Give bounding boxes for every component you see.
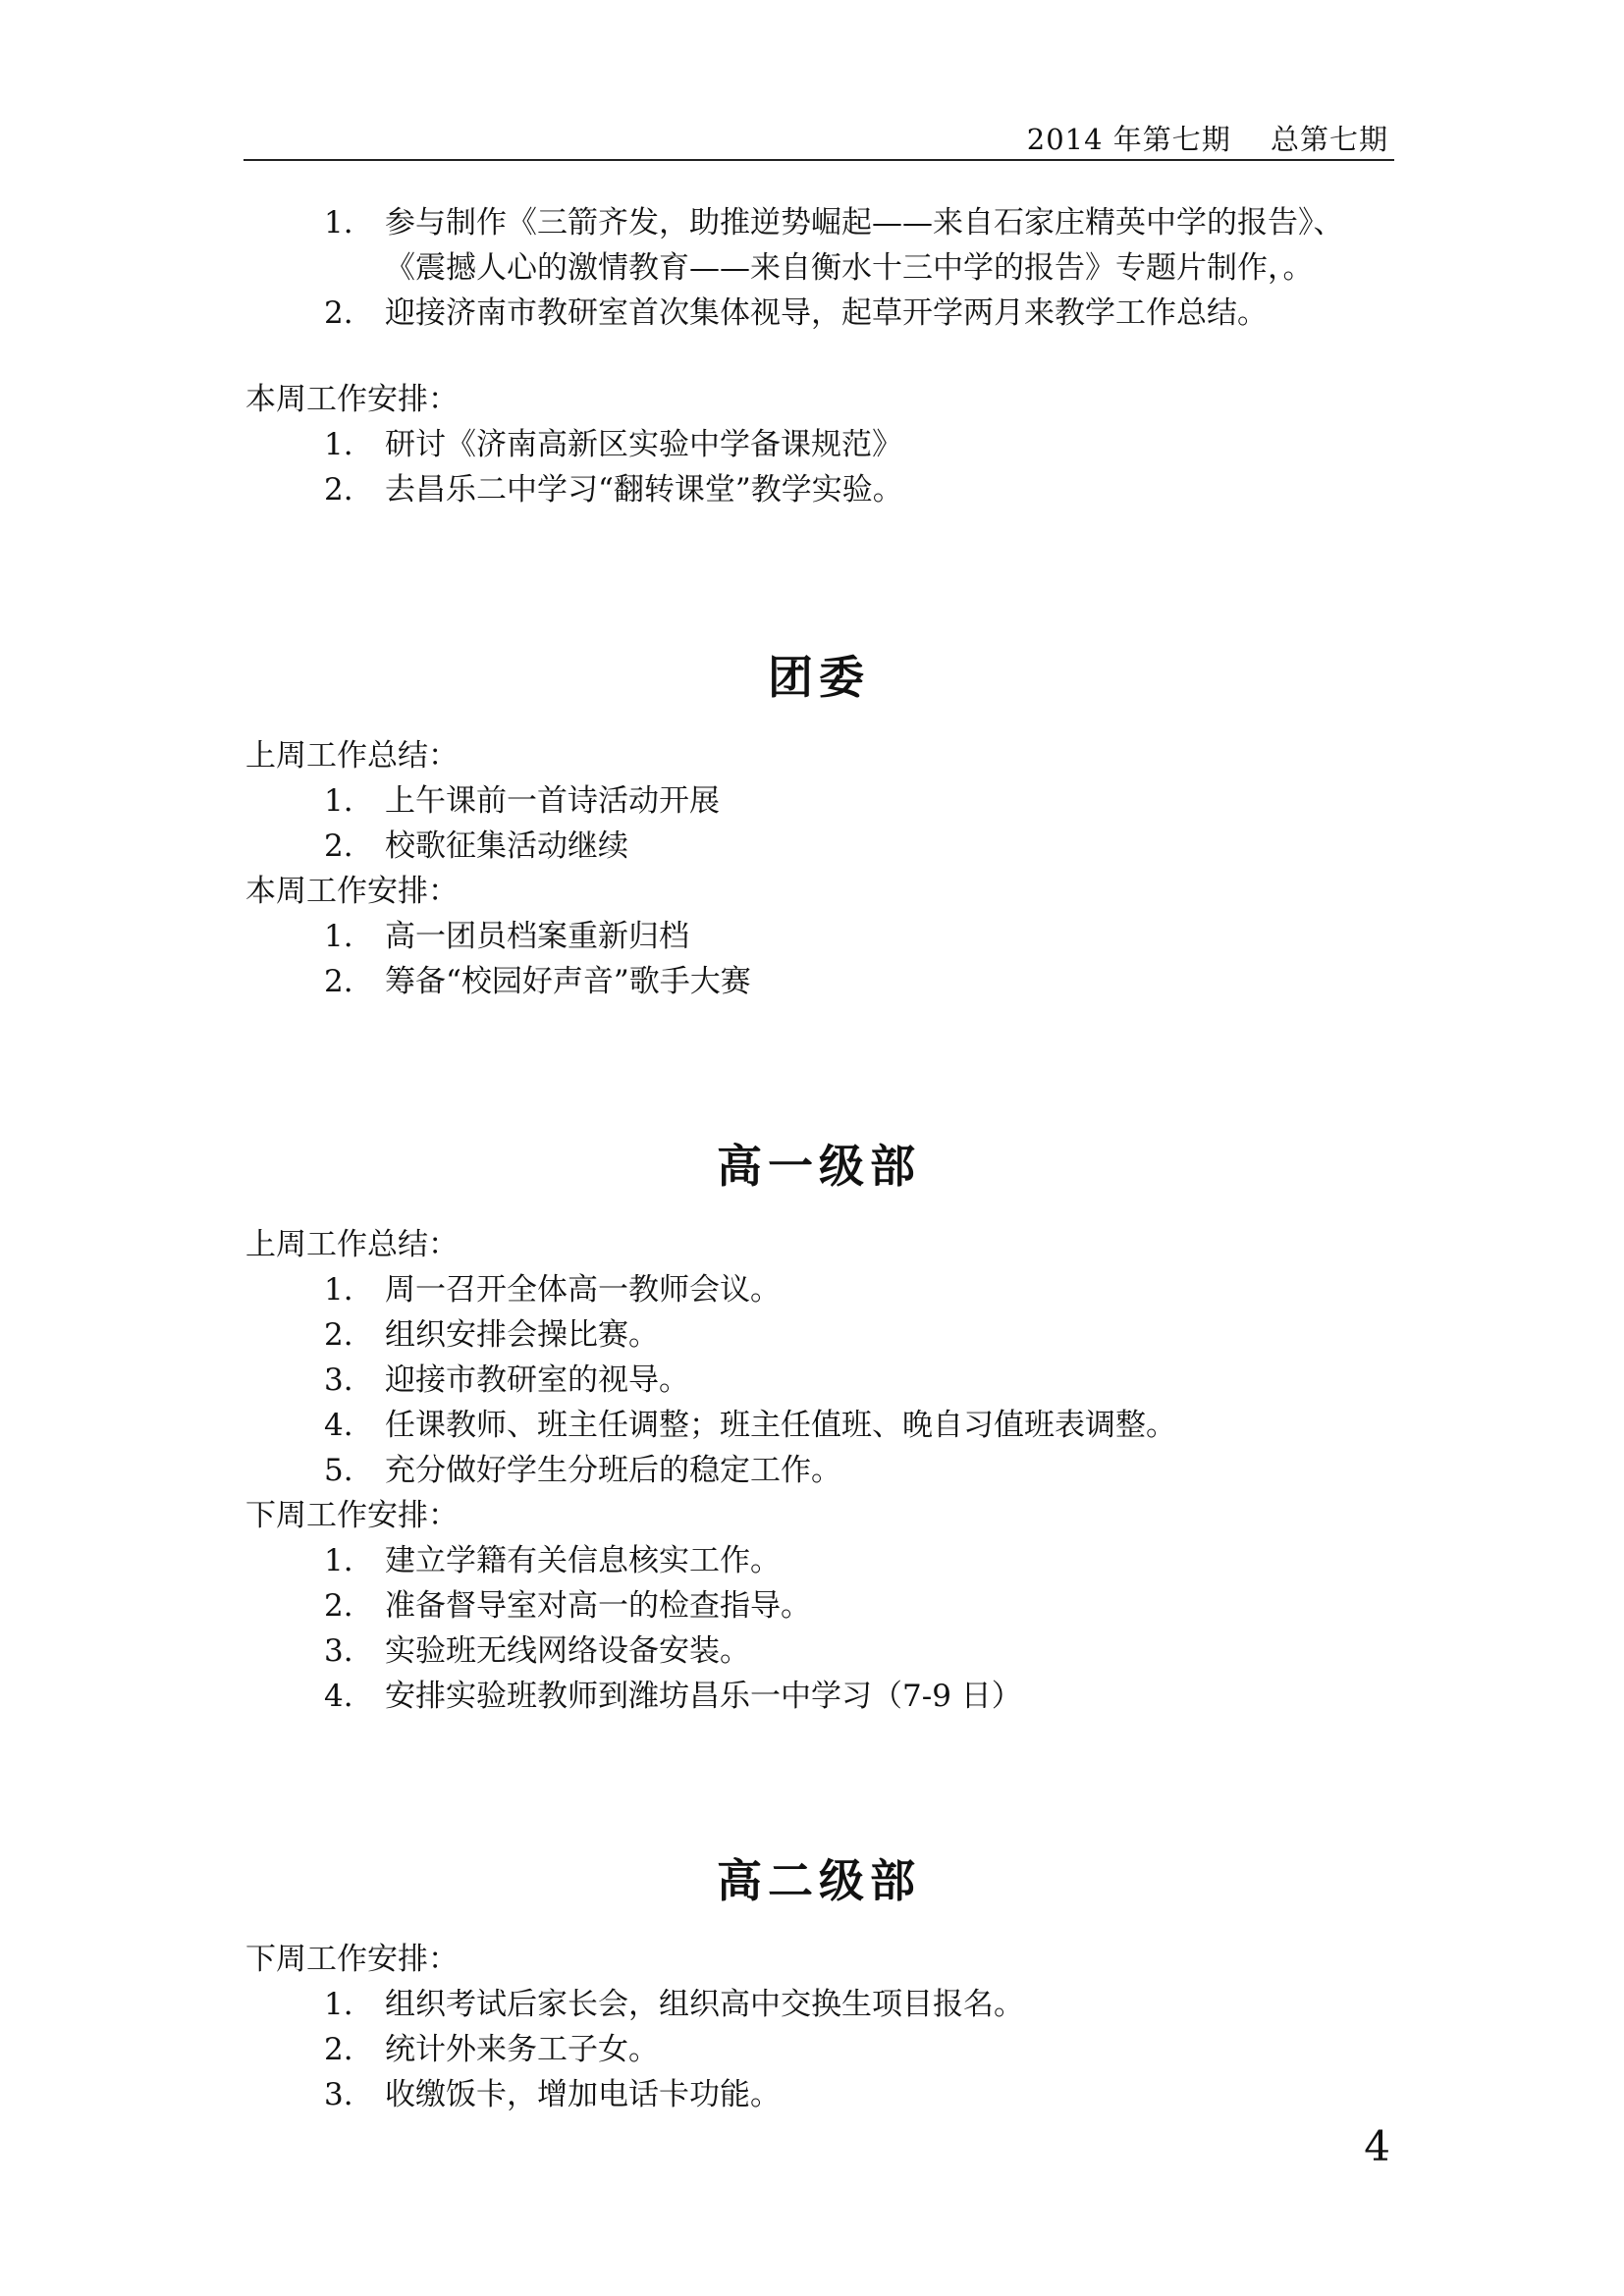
top-item-1-line2: 《震撼人心的激情教育——来自衡水十三中学的报告》专题片制作，。 <box>385 250 1314 286</box>
this-week-item-1-number: 1. <box>324 427 353 462</box>
gaoyi-next-item-2-number: 2. <box>324 1588 353 1624</box>
gaoer-next-item-3-text: 收缴饭卡，增加电话卡功能。 <box>385 2077 781 2112</box>
gaoyi-next-item-2-text: 准备督导室对高一的检查指导。 <box>385 1588 811 1624</box>
gaoyi-next-item-1-number: 1. <box>324 1543 353 1578</box>
gaoer-heading: 高二级部 <box>717 1854 921 1907</box>
gaoer-next-item-1-text: 组织考试后家长会，组织高中交换生项目报名。 <box>385 1987 1024 2022</box>
tuanwei-this-item-2-number: 2. <box>324 964 353 999</box>
gaoyi-last-item-2-number: 2. <box>324 1317 353 1353</box>
this-week-item-2-number: 2. <box>324 472 353 507</box>
tuanwei-this-item-2-text: 筹备“校园好声音”歌手大赛 <box>385 964 751 999</box>
gaoer-next-item-2-text: 统计外来务工子女。 <box>385 2032 659 2067</box>
gaoyi-last-item-2-text: 组织安排会操比赛。 <box>385 1317 659 1353</box>
top-item-2-text: 迎接济南市教研室首次集体视导，起草开学两月来教学工作总结。 <box>385 295 1268 331</box>
page-header <box>244 116 1394 161</box>
top-item-1-line1: 参与制作《三箭齐发，助推逆势崛起——来自石家庄精英中学的报告》、 <box>385 205 1344 240</box>
issue-label: 2014 年第七期 总第七期 <box>1026 123 1388 156</box>
gaoer-next-item-3-number: 3. <box>324 2077 353 2112</box>
gaoyi-last-item-1-text: 周一召开全体高一教师会议。 <box>385 1272 781 1308</box>
top-item-1-number: 1. <box>324 205 353 240</box>
gaoyi-heading: 高一级部 <box>717 1140 921 1193</box>
tuanwei-last-item-1-number: 1. <box>324 783 353 819</box>
this-week-label: 本周工作安排： <box>245 382 459 417</box>
gaoyi-last-item-3-text: 迎接市教研室的视导。 <box>385 1362 689 1398</box>
gaoyi-last-week-label: 上周工作总结： <box>245 1227 459 1262</box>
gaoer-next-item-1-number: 1. <box>324 1987 353 2022</box>
gaoyi-next-item-3-text: 实验班无线网络设备安装。 <box>385 1633 750 1669</box>
this-week-item-2-text: 去昌乐二中学习“翻转课堂”教学实验。 <box>385 472 903 507</box>
gaoer-next-item-2-number: 2. <box>324 2032 353 2067</box>
gaoyi-last-item-4-text: 任课教师、班主任调整；班主任值班、晚自习值班表调整。 <box>385 1408 1176 1443</box>
gaoyi-last-item-3-number: 3. <box>324 1362 353 1398</box>
tuanwei-last-item-2-number: 2. <box>324 828 353 864</box>
gaoyi-last-item-5-text: 充分做好学生分班后的稳定工作。 <box>385 1453 841 1488</box>
gaoyi-next-week-label: 下周工作安排： <box>245 1498 459 1533</box>
this-week-item-1-text: 研讨《济南高新区实验中学备课规范》 <box>385 427 902 462</box>
gaoyi-next-item-1-text: 建立学籍有关信息核实工作。 <box>385 1543 781 1578</box>
gaoer-next-week-label: 下周工作安排： <box>245 1942 459 1977</box>
gaoyi-next-item-4-number: 4. <box>324 1679 353 1714</box>
gaoyi-next-item-3-number: 3. <box>324 1633 353 1669</box>
tuanwei-last-week-label: 上周工作总结： <box>245 738 459 774</box>
gaoyi-last-item-5-number: 5. <box>324 1453 353 1488</box>
gaoyi-last-item-1-number: 1. <box>324 1272 353 1308</box>
tuanwei-heading: 团委 <box>768 651 870 704</box>
tuanwei-last-item-1-text: 上午课前一首诗活动开展 <box>385 783 720 819</box>
gaoyi-next-item-4-text: 安排实验班教师到潍坊昌乐一中学习（7-9 日） <box>385 1679 1022 1714</box>
top-item-2-number: 2. <box>324 295 353 331</box>
tuanwei-this-week-label: 本周工作安排： <box>245 874 459 909</box>
tuanwei-this-item-1-text: 高一团员档案重新归档 <box>385 919 689 954</box>
gaoyi-last-item-4-number: 4. <box>324 1408 353 1443</box>
tuanwei-last-item-2-text: 校歌征集活动继续 <box>385 828 628 864</box>
page-number: 4 <box>1364 2122 1390 2170</box>
tuanwei-this-item-1-number: 1. <box>324 919 353 954</box>
